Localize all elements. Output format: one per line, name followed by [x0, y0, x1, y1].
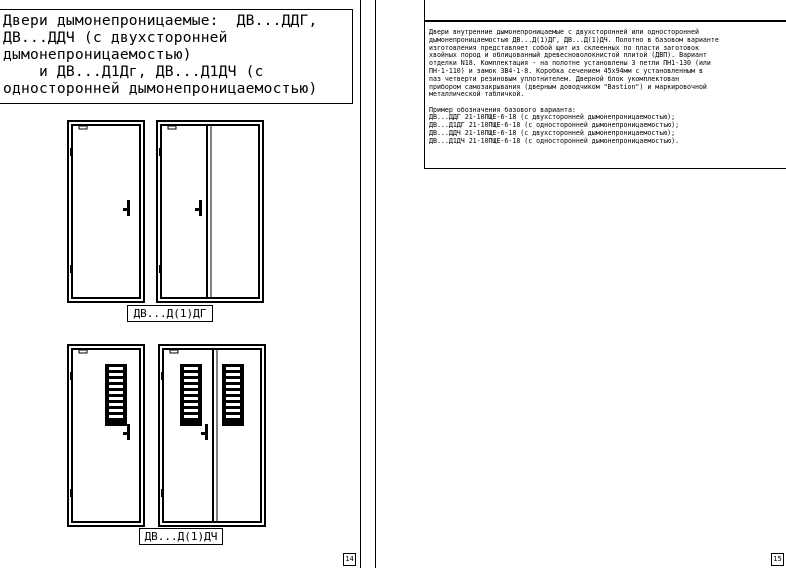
- door-type-label-top: ДВ...Д(1)ДГ: [127, 305, 213, 322]
- example-line: ДВ...Д1ДГ 21-10ПЩЕ-6-18 (с односторонней дымонепроницаемостью);: [429, 121, 680, 130]
- example-line: ДВ...ДДГ 21-10ПЩЕ-6-18 (с двухсторонней дымонепроницаемостью);: [429, 113, 676, 122]
- single-door-grille-drawing: [67, 344, 147, 529]
- single-door-solid-drawing: [67, 120, 147, 305]
- left-sheet-border: [360, 0, 361, 568]
- description-line: Двери внутренние дымонепроницаемые с двухсторонней или односторонней: [429, 28, 699, 36]
- example-list: [429, 114, 786, 145]
- description-line: изготовления представляет собой щит из склеенных по пласти заготовок: [429, 43, 699, 52]
- example-line: ДВ...Д1ДЧ 21-10ПЩЕ-6-18 (с односторонней дымонепроницаемостью).: [429, 136, 680, 145]
- right-sheet-border: [375, 0, 376, 568]
- door-type-label-bottom: ДВ...Д(1)ДЧ: [139, 528, 223, 545]
- example-line: ДВ...ДДЧ 21-10ПЩЕ-6-18 (с двухсторонней дымонепроницаемостью);: [429, 129, 676, 138]
- double-door-solid-drawing: [156, 120, 266, 305]
- page-number-right: 15: [771, 553, 784, 566]
- description-line: паз четверти резиновым уплотнителем. Дверной блок укомплектован: [429, 74, 680, 83]
- header-box: [424, 0, 786, 21]
- description-line: металлической табличкой.: [429, 90, 525, 99]
- right-sheet: [409, 0, 786, 568]
- page-number-left: 14: [343, 553, 356, 566]
- description-line: отделки N18. Комплектация - на полотне установлены 3 петли ПН1-130 (или: [429, 59, 711, 68]
- left-sheet: [0, 0, 362, 568]
- description-line: хвойных пород и облицованный древесноволокнистой плитой (ДВП). Вариант: [429, 51, 707, 60]
- example-heading: Пример обозначения базового варианта:: [429, 105, 576, 114]
- description-line: ПН-1-110) и замок ЗВ4-1-8. Коробка сечением 45х94мм с установленным в: [429, 66, 703, 75]
- description-box: [424, 21, 786, 169]
- description-line: прибором самозакрывания (дверным доводчиком "Bastion") и маркировочной: [429, 82, 707, 91]
- description-text: [429, 29, 786, 99]
- sheet-title: Двери дымонепроницаемые: ДВ...ДДГ, ДВ...ДДЧ (с двухсторонней дымонепроницаемостью) и ДВ...Д1Дг, ДВ...Д1ДЧ (с односторонней дымонепроницаемостью): [0, 9, 353, 104]
- description-line: дымонепроницаемостью ДВ...Д(1)ДГ, ДВ...Д(1)ДЧ. Полотно в базовом варианте: [429, 35, 719, 44]
- double-door-grille-drawing: [158, 344, 268, 529]
